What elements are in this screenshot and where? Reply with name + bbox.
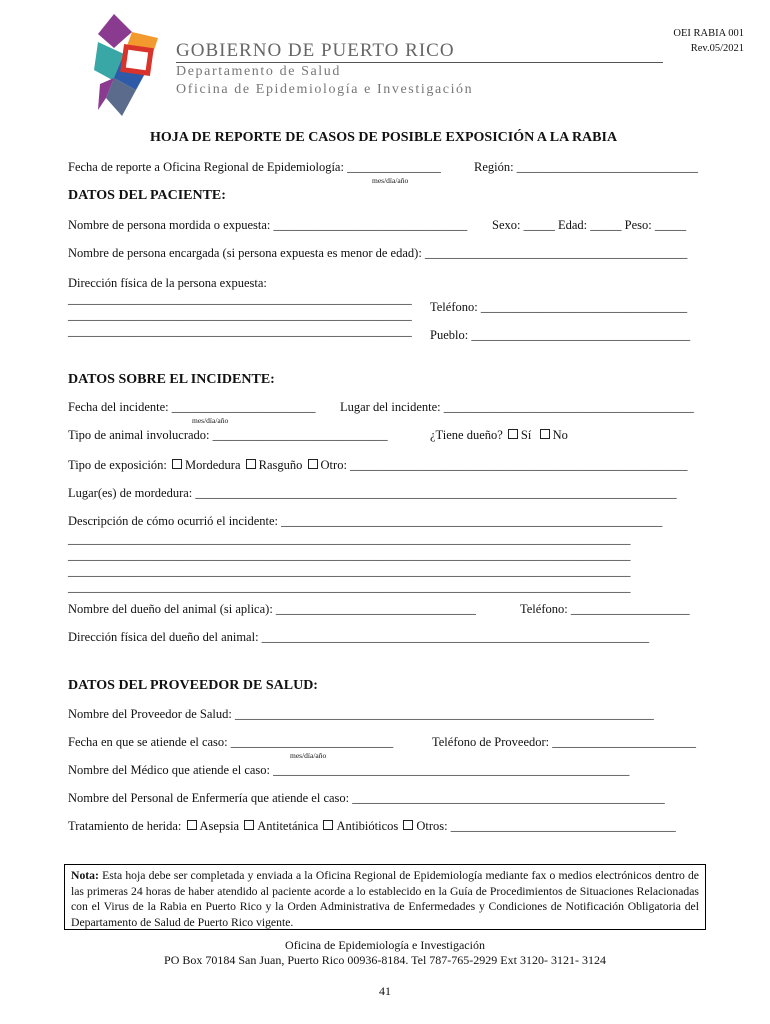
department-name: Departamento de Salud xyxy=(176,64,342,79)
animal-owner-name-field[interactable]: Nombre del dueño del animal (si aplica): ________________________________ xyxy=(68,602,476,616)
header-divider xyxy=(176,62,663,63)
incident-place-field[interactable]: Lugar del incidente: ________________________________________ xyxy=(340,400,694,414)
incident-section-heading: DATOS SOBRE EL INCIDENTE: xyxy=(68,372,275,387)
antibiotics-label: Antibióticos xyxy=(336,819,399,833)
region-field[interactable]: Región: _____________________________ xyxy=(474,160,698,174)
bite-location-field[interactable]: Lugar(es) de mordedura: _____________________________________________________________________________ xyxy=(68,486,677,500)
form-revision: Rev.05/2021 xyxy=(690,43,744,54)
provider-phone-field[interactable]: Teléfono de Proveedor: _______________________ xyxy=(432,735,697,749)
no-checkbox[interactable] xyxy=(540,429,550,439)
form-code: OEI RABIA 001 xyxy=(673,28,744,39)
address-label: Dirección física de la persona expuesta: xyxy=(68,276,267,290)
address-line[interactable]: _______________________________________________________ xyxy=(68,308,412,322)
note-text: Esta hoja debe ser completada y enviada a la Oficina Regional de Epidemiología mediante fax o medios electrónicos dentro de las primeras 24 horas de haber atendido al paciente acorde a lo establecido en la Guía de Procedimientos de Situaciones Relacionadas con el Virus de la Rabia en Puerto Rico y la Orden Administrativa de Enfermedades y Condiciones de Notificación Obligatoria del Departamento de Salud de Puerto Rico vigente. xyxy=(71,869,699,929)
wound-treatment-row xyxy=(68,819,676,834)
scratch-checkbox[interactable] xyxy=(246,459,256,469)
note-box xyxy=(64,864,706,930)
footer-office: Oficina de Epidemiología e Investigación xyxy=(285,938,485,952)
provider-section-heading: DATOS DEL PROVEEDOR DE SALUD: xyxy=(68,678,318,693)
tetanus-checkbox[interactable] xyxy=(244,820,254,830)
patient-phone-field[interactable]: Teléfono: _________________________________ xyxy=(430,300,688,314)
wound-treatment-label: Tratamiento de herida: xyxy=(68,819,182,833)
guardian-name-field[interactable]: Nombre de persona encargada (si persona expuesta es menor de edad): __________________________________________ xyxy=(68,246,688,260)
address-line[interactable]: _______________________________________________________ xyxy=(68,292,412,306)
other-checkbox[interactable] xyxy=(308,459,318,469)
date-format-hint: mes/día/año xyxy=(290,751,327,760)
provider-name-field[interactable]: Nombre del Proveedor de Salud: ___________________________________________________________________ xyxy=(68,707,654,721)
scratch-label: Rasguño xyxy=(258,458,303,472)
other-exposure-field[interactable]: Otro: ______________________________________________________ xyxy=(320,458,688,472)
animal-owner-address-field[interactable]: Dirección física del dueño del animal: ______________________________________________________________ xyxy=(68,630,650,644)
address-line[interactable]: _______________________________________________________ xyxy=(68,324,412,338)
sex-age-weight-fields[interactable]: Sexo: _____ Edad: _____ Peso: _____ xyxy=(492,218,687,232)
incident-date-field[interactable]: Fecha del incidente: _______________________ xyxy=(68,400,316,414)
has-owner-label: ¿Tiene dueño? xyxy=(430,428,503,442)
no-label: No xyxy=(552,428,568,442)
description-line[interactable]: __________________________________________________________________________________________ xyxy=(68,580,631,594)
antibiotics-checkbox[interactable] xyxy=(323,820,333,830)
asepsis-checkbox[interactable] xyxy=(187,820,197,830)
bite-checkbox[interactable] xyxy=(172,459,182,469)
others-checkbox[interactable] xyxy=(403,820,413,830)
animal-type-field[interactable]: Tipo de animal involucrado: ____________________________ xyxy=(68,428,388,442)
exposure-type-label: Tipo de exposición: xyxy=(68,458,167,472)
other-treatment-field[interactable]: Otros: ____________________________________ xyxy=(416,819,676,833)
report-date-field[interactable]: Fecha de reporte a Oficina Regional de Epidemiología: _______________ xyxy=(68,160,441,174)
org-title: GOBIERNO DE PUERTO RICO xyxy=(176,40,455,61)
note-label: Nota: xyxy=(71,869,99,882)
exposure-type-row xyxy=(68,458,688,473)
bite-label: Mordedura xyxy=(184,458,241,472)
exposed-person-name-field[interactable]: Nombre de persona mordida o expuesta: _______________________________ xyxy=(68,218,468,232)
yes-checkbox[interactable] xyxy=(508,429,518,439)
doctor-name-field[interactable]: Nombre del Médico que atiende el caso: _________________________________________________________ xyxy=(68,763,630,777)
incident-description-field[interactable]: Descripción de cómo ocurrió el incidente: _____________________________________________________________ xyxy=(68,514,663,528)
description-line[interactable]: __________________________________________________________________________________________ xyxy=(68,548,631,562)
patient-section-heading: DATOS DEL PACIENTE: xyxy=(68,188,226,203)
yes-label: Sí xyxy=(520,428,532,442)
asepsis-label: Asepsia xyxy=(199,819,240,833)
patient-town-field[interactable]: Pueblo: ___________________________________ xyxy=(430,328,691,342)
government-seal-logo xyxy=(92,12,164,120)
description-line[interactable]: __________________________________________________________________________________________ xyxy=(68,564,631,578)
date-format-hint: mes/día/año xyxy=(192,416,229,425)
office-name: Oficina de Epidemiología e Investigación xyxy=(176,82,474,97)
attention-date-field[interactable]: Fecha en que se atiende el caso: __________________________ xyxy=(68,735,394,749)
nurse-name-field[interactable]: Nombre del Personal de Enfermería que atiende el caso: __________________________________________________ xyxy=(68,791,665,805)
form-title: HOJA DE REPORTE DE CASOS DE POSIBLE EXPOSICIÓN A LA RABIA xyxy=(150,130,618,145)
description-line[interactable]: __________________________________________________________________________________________ xyxy=(68,532,631,546)
animal-owner-phone-field[interactable]: Teléfono: ___________________ xyxy=(520,602,690,616)
date-format-hint: mes/día/año xyxy=(372,176,409,185)
footer-address: PO Box 70184 San Juan, Puerto Rico 00936-8184. Tel 787-765-2929 Ext 3120- 3121- 3124 xyxy=(164,953,606,967)
has-owner-question xyxy=(430,428,568,443)
tetanus-label: Antitetánica xyxy=(257,819,319,833)
page-number: 41 xyxy=(379,984,391,998)
